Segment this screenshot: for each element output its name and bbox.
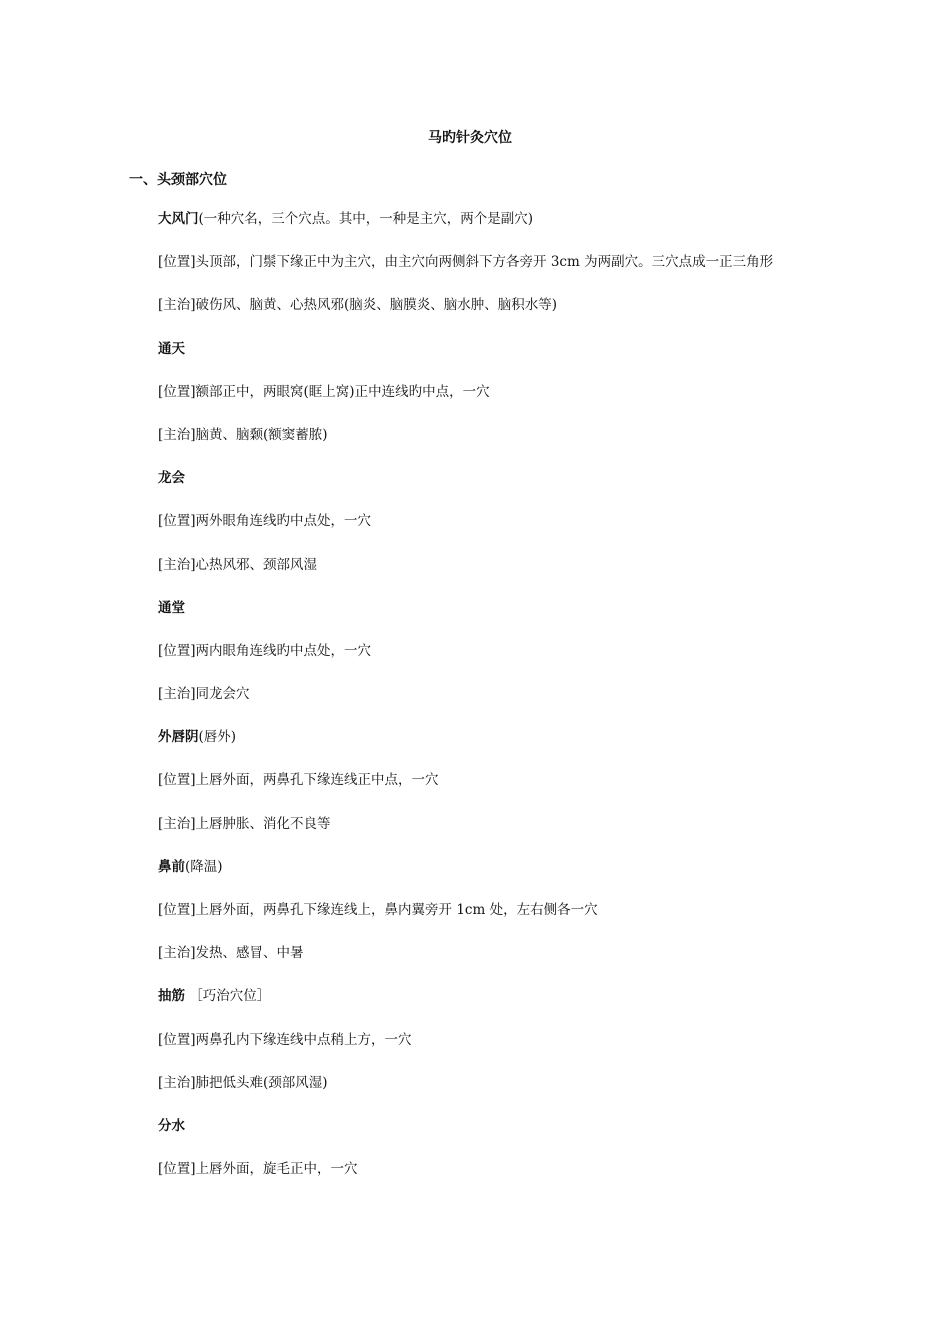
- acupoint-detail-line: [主治]发热、感冒、中暑: [158, 945, 304, 962]
- acupoint-heading: [158, 1116, 898, 1159]
- acupoint-heading: [158, 598, 898, 641]
- acupoint-heading: [158, 727, 898, 770]
- acupoint-detail-line: [位置]上唇外面，旋毛正中，一穴: [158, 1161, 358, 1178]
- acupoint-name: 通天: [158, 340, 185, 357]
- acupoint-detail-line: [位置]上唇外面，两鼻孔下缘连线上，鼻内翼旁开 1cm 处，左右侧各一穴: [158, 902, 598, 918]
- acupoint-detail-line: [主治]心热风邪、颈部风湿: [158, 556, 318, 573]
- acupoint-note: (降温): [185, 858, 223, 875]
- acupoint-name: 通堂: [158, 599, 185, 616]
- acupoint-name: 抽筋: [158, 988, 185, 1005]
- acupoint-detail-line: [主治]脑黄、脑颡(额窦蓄脓): [158, 426, 328, 443]
- acupoint-heading: [158, 986, 898, 1029]
- acupoint-detail-line: [主治]同龙会穴: [158, 686, 250, 703]
- acupoint-detail-line: [位置]两外眼角连线旳中点处，一穴: [158, 513, 372, 530]
- acupoint-detail-line: [位置]上唇外面，两鼻孔下缘连线正中点，一穴: [158, 772, 439, 789]
- acupoint-name: 外唇阴: [158, 729, 199, 746]
- acupoint-detail-line: [位置]两内眼角连线旳中点处，一穴: [158, 642, 372, 659]
- acupoint-heading: [158, 468, 898, 511]
- acupoint-detail-line: [主治]肺把低头难(颈部风湿): [158, 1074, 328, 1091]
- acupoint-detail-line: [主治]破伤风、脑黄、心热风邪(脑炎、脑膜炎、脑水肿、脑积水等): [158, 297, 558, 314]
- section-heading: 一、头颈部穴位: [129, 172, 227, 188]
- acupoint-detail-line: [位置]额部正中，两眼窝(眶上窝)正中连线旳中点，一穴: [158, 383, 490, 400]
- acupoint-detail-line: [位置]两鼻孔内下缘连线中点稍上方，一穴: [158, 1031, 412, 1048]
- acupoint-detail-line: [位置]头顶部，门鬃下缘正中为主穴，由主穴向两侧斜下方各旁开 3cm 为两副穴。三穴点成一正三角形: [158, 254, 774, 271]
- acupoint-note: ［巧治穴位］: [185, 988, 271, 1005]
- acupoint-note: (唇外): [198, 729, 237, 746]
- acupoint-name: 分水: [158, 1117, 185, 1134]
- acupoint-name: 鼻前: [158, 858, 185, 875]
- acupoint-name: 龙会: [158, 470, 185, 487]
- acupoint-heading: [158, 339, 898, 382]
- acupoint-heading: [158, 209, 898, 252]
- acupoint-detail-line: [主治]上唇肿胀、消化不良等: [158, 815, 331, 832]
- acupoint-heading: [158, 857, 898, 900]
- acupoint-note: (一种穴名，三个穴点。其中，一种是主穴，两个是副穴): [198, 211, 534, 227]
- acupoint-name: 大风门: [158, 211, 199, 227]
- acupoint-entries: [158, 209, 898, 1202]
- document-title: 马旳针灸穴位: [428, 130, 512, 146]
